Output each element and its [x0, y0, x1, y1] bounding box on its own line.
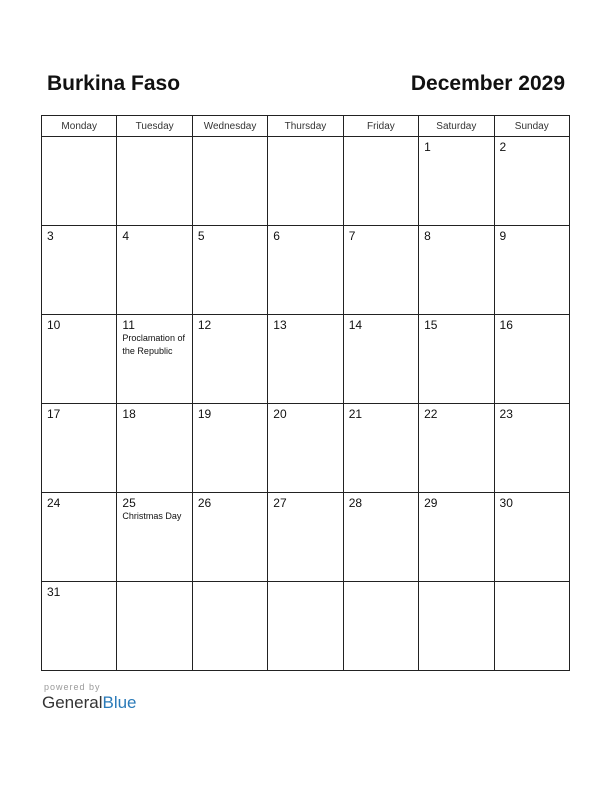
day-cell — [192, 582, 267, 671]
day-cell — [192, 404, 267, 493]
day-cell — [42, 226, 117, 315]
day-number: 29 — [424, 496, 438, 510]
weekday-monday: Monday — [42, 116, 117, 137]
day-cell — [192, 226, 267, 315]
day-cell — [117, 315, 192, 404]
day-cell — [494, 137, 569, 226]
day-cell — [268, 404, 343, 493]
day-number: 21 — [348, 407, 363, 421]
day-cell — [117, 582, 192, 671]
day-number: 11 — [122, 318, 135, 332]
day-cell — [494, 582, 569, 671]
day-cell — [268, 226, 343, 315]
logo-text-general: General — [42, 693, 103, 712]
day-cell — [343, 582, 418, 671]
day-number — [117, 582, 191, 585]
day-number — [193, 582, 267, 585]
day-cell — [343, 315, 418, 404]
day-number: 20 — [273, 407, 287, 421]
day-number: 1 — [424, 140, 431, 154]
day-number — [42, 137, 116, 140]
day-cell — [117, 137, 192, 226]
day-number: 4 — [122, 229, 130, 243]
week-row-6 — [42, 582, 570, 671]
week-row-3 — [42, 315, 570, 404]
day-number: 18 — [122, 407, 136, 421]
generalblue-logo[interactable] — [42, 693, 137, 713]
weekday-thursday: Thursday — [268, 116, 343, 137]
week-row-5 — [42, 493, 570, 582]
week-row-1 — [42, 137, 570, 226]
day-cell — [343, 226, 418, 315]
day-number: 3 — [47, 229, 54, 243]
day-number — [268, 137, 342, 140]
day-cell — [192, 493, 267, 582]
day-cell — [419, 404, 494, 493]
day-number: 9 — [499, 229, 507, 243]
day-number — [117, 137, 191, 140]
day-number — [419, 582, 493, 585]
month-year-title: December 2029 — [410, 72, 565, 95]
day-cell — [117, 404, 192, 493]
day-number: 6 — [273, 229, 280, 243]
day-number: 27 — [273, 496, 287, 510]
country-title: Burkina Faso — [47, 72, 181, 95]
day-cell — [494, 315, 569, 404]
day-number: 22 — [424, 407, 438, 421]
day-number: 15 — [424, 318, 438, 332]
day-number: 7 — [348, 229, 356, 243]
day-cell — [268, 137, 343, 226]
day-cell — [268, 582, 343, 671]
day-number: 28 — [348, 496, 363, 510]
powered-by-label: powered by — [44, 682, 101, 692]
day-cell — [268, 493, 343, 582]
day-cell — [343, 493, 418, 582]
day-number: 31 — [47, 585, 61, 599]
day-cell — [268, 315, 343, 404]
day-number: 23 — [499, 407, 513, 421]
weekday-header-row — [42, 116, 570, 137]
day-number: 24 — [47, 496, 61, 510]
day-cell — [192, 315, 267, 404]
day-number: 10 — [47, 318, 61, 332]
logo-text-blue: Blue — [102, 693, 137, 712]
day-number: 13 — [273, 318, 287, 332]
day-cell — [494, 493, 569, 582]
day-number: 19 — [197, 407, 212, 421]
day-cell — [419, 226, 494, 315]
day-number: 2 — [499, 140, 507, 154]
weekday-friday: Friday — [343, 116, 418, 137]
day-cell — [42, 404, 117, 493]
day-cell — [42, 137, 117, 226]
day-number: 8 — [424, 229, 431, 243]
day-number: 30 — [499, 496, 513, 510]
day-number — [193, 137, 267, 140]
day-cell — [419, 315, 494, 404]
day-cell — [343, 404, 418, 493]
day-number — [495, 582, 569, 585]
day-number — [268, 582, 342, 585]
day-cell — [192, 137, 267, 226]
day-number: 5 — [197, 229, 205, 243]
holiday-label: Proclamation of the Republic — [122, 333, 185, 356]
day-cell — [494, 404, 569, 493]
day-number: 14 — [348, 318, 363, 332]
day-number: 25 — [122, 496, 136, 510]
day-cell — [42, 582, 117, 671]
week-row-4 — [42, 404, 570, 493]
day-cell — [419, 137, 494, 226]
day-cell — [419, 582, 494, 671]
day-cell — [419, 493, 494, 582]
weekday-saturday: Saturday — [419, 116, 494, 137]
weekday-sunday: Sunday — [494, 116, 569, 137]
day-number: 16 — [499, 318, 513, 332]
calendar-grid — [41, 115, 570, 671]
weekday-tuesday: Tuesday — [117, 116, 192, 137]
week-row-2 — [42, 226, 570, 315]
day-number — [344, 582, 418, 585]
day-cell — [42, 493, 117, 582]
day-number: 12 — [197, 318, 212, 332]
day-cell — [117, 226, 192, 315]
day-number: 26 — [197, 496, 212, 510]
holiday-label: Christmas Day — [122, 511, 182, 521]
day-number: 17 — [47, 407, 61, 421]
day-cell — [494, 226, 569, 315]
day-number — [344, 137, 418, 140]
day-cell — [343, 137, 418, 226]
day-cell — [42, 315, 117, 404]
weekday-wednesday: Wednesday — [192, 116, 267, 137]
day-cell — [117, 493, 192, 582]
